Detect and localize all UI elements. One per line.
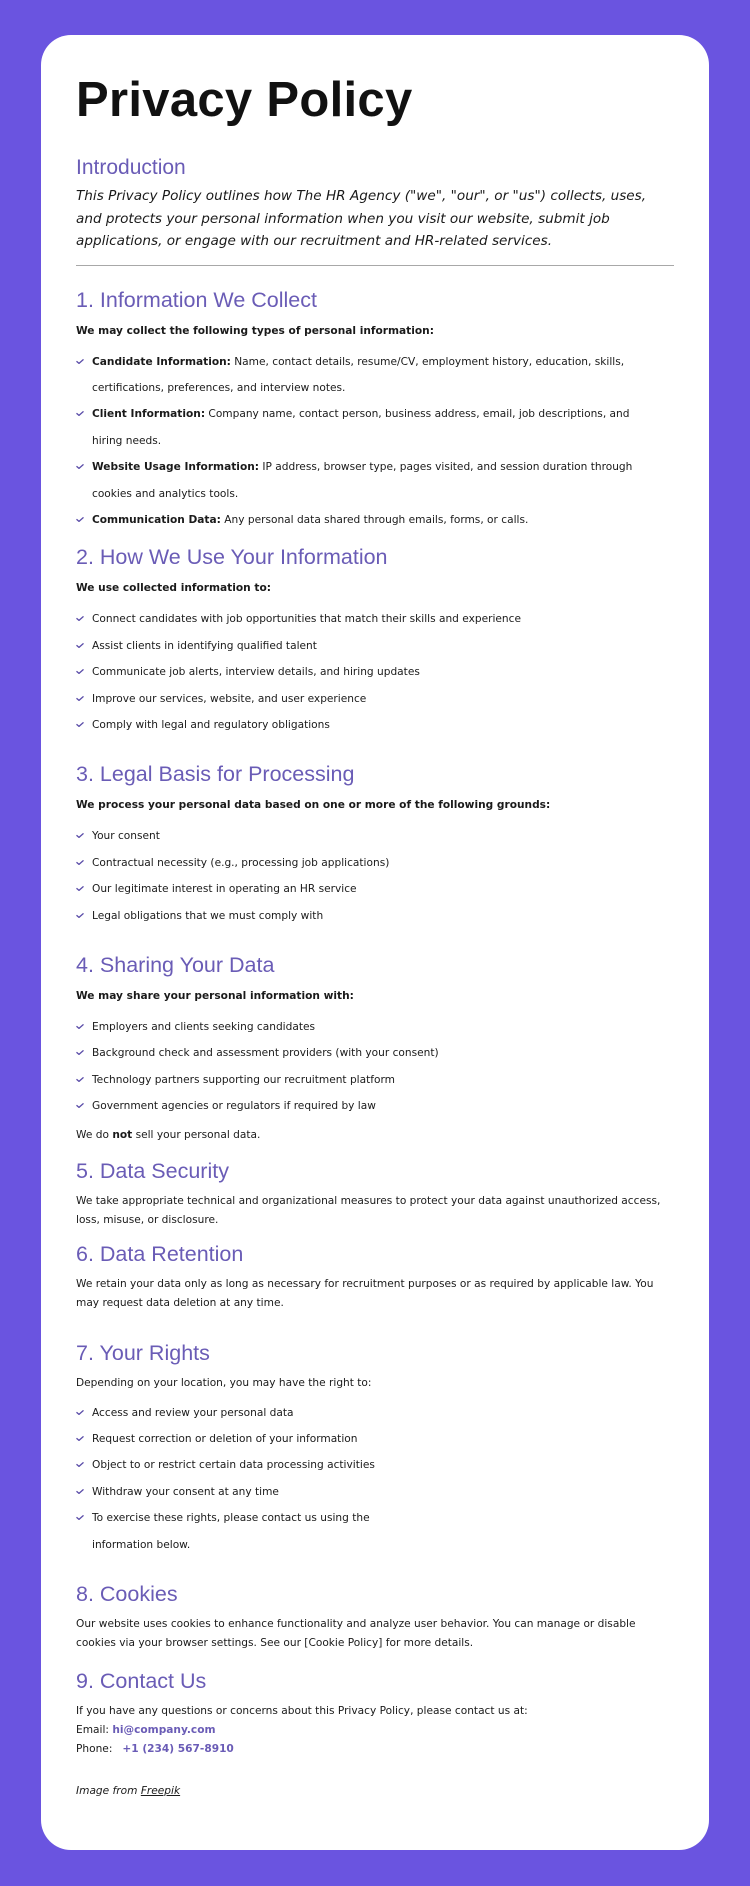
section-9-heading: 9. Contact Us	[76, 1669, 207, 1694]
list-item	[76, 1067, 674, 1093]
section-8-text: Our website uses cookies to enhance functionality and analyze user behavior. You can manage or disable cookies via your browser settings. See our [Cookie Policy] for more details.	[76, 1618, 636, 1650]
section-1-lead: We may collect the following types of personal information:	[76, 324, 434, 337]
list-item-label: Candidate Information:	[92, 355, 231, 368]
list-item-text: Name, contact details, resume/CV, employment history, education, skills, certifications, preferences, and interview notes.	[92, 355, 625, 394]
intro-text: This Privacy Policy outlines how The HR Agency ("we", "our", or "us") collects, uses, and protects your personal information when you visit our website, submit job applications, or engage with our recruitment and HR-related services.	[76, 188, 647, 249]
contact-email-line	[76, 1721, 674, 1740]
check-icon	[76, 860, 84, 865]
list-item	[76, 606, 674, 632]
email-label: Email:	[76, 1724, 113, 1737]
section-7-heading: 7. Your Rights	[76, 1340, 210, 1365]
list-item-text: Comply with legal and regulatory obligations	[92, 718, 330, 731]
list-item	[76, 712, 674, 738]
check-icon	[76, 1489, 84, 1494]
check-icon	[76, 913, 84, 918]
list-item	[76, 1452, 426, 1478]
section-7-list	[76, 1400, 426, 1558]
list-item-label: Client Information:	[92, 408, 206, 421]
list-item-text: Any personal data shared through emails, forms, or calls.	[220, 513, 529, 526]
section-7-lead: Depending on your location, you may have the right to:	[76, 1376, 372, 1389]
list-item-text: IP address, browser type, pages visited, and session duration through cookies and analytics tools.	[92, 461, 633, 500]
list-item-text: Company name, contact person, business address, email, job descriptions, and hiring needs.	[92, 408, 630, 447]
check-icon	[76, 886, 84, 891]
list-item	[76, 633, 674, 659]
check-icon	[76, 1515, 84, 1520]
check-icon	[76, 1077, 84, 1082]
list-item	[76, 850, 674, 876]
list-item-text: Technology partners supporting our recruitment platform	[92, 1073, 395, 1086]
check-icon	[76, 1050, 84, 1055]
email-value[interactable]: hi@company.com	[112, 1724, 216, 1737]
section-2-list	[76, 606, 674, 738]
section-9-text: If you have any questions or concerns about this Privacy Policy, please contact us at:	[76, 1705, 528, 1718]
list-item	[76, 1479, 426, 1505]
section-8-heading: 8. Cookies	[76, 1582, 178, 1607]
section-2-lead: We use collected information to:	[76, 582, 271, 595]
section-5-text: We take appropriate technical and organizational measures to protect your data against unauthorized access, loss, misuse, or disclosure.	[76, 1194, 661, 1226]
list-item	[76, 401, 660, 454]
section-4-heading: 4. Sharing Your Data	[76, 953, 275, 977]
check-icon	[76, 1103, 84, 1108]
phone-value[interactable]: +1 (234) 567-8910	[122, 1743, 234, 1756]
list-item	[76, 686, 674, 712]
section-6-text: We retain your data only as long as necessary for recruitment purposes or as required by applicable law. You may request data deletion at any time.	[76, 1277, 654, 1309]
list-item-text: Improve our services, website, and user experience	[92, 692, 367, 705]
check-icon	[76, 517, 84, 522]
check-icon	[76, 1024, 84, 1029]
image-credit	[76, 1783, 674, 1799]
contact-phone-line	[76, 1740, 674, 1759]
policy-card	[41, 35, 709, 1850]
list-item-label: Communication Data:	[92, 513, 221, 526]
check-icon	[76, 1410, 84, 1415]
section-2-heading: 2. How We Use Your Information	[76, 545, 388, 570]
list-item-label: Website Usage Information:	[92, 461, 259, 474]
section-1-list	[76, 349, 660, 534]
list-item-text: Withdraw your consent at any time	[92, 1485, 279, 1498]
list-item	[76, 1400, 426, 1426]
section-3-heading: 3. Legal Basis for Processing	[76, 762, 355, 787]
check-icon	[76, 359, 84, 364]
no-sell-note	[76, 1126, 674, 1145]
list-item-text: Our legitimate interest in operating an HR service	[92, 883, 357, 896]
check-icon	[76, 1436, 84, 1441]
list-item-text: Legal obligations that we must comply with	[92, 909, 324, 922]
section-3-lead: We process your personal data based on one or more of the following grounds:	[76, 799, 551, 812]
section-6-heading: 6. Data Retention	[76, 1241, 244, 1266]
list-item	[76, 823, 674, 849]
phone-label: Phone:	[76, 1743, 113, 1756]
check-icon	[76, 464, 84, 469]
list-item	[76, 1505, 426, 1558]
list-item-text: Request correction or deletion of your information	[92, 1433, 358, 1446]
list-item-text: To exercise these rights, please contact us using the information below.	[92, 1512, 370, 1551]
list-item-text: Communicate job alerts, interview details, and hiring updates	[92, 666, 420, 679]
list-item	[76, 1426, 426, 1452]
list-item	[76, 349, 660, 402]
intro-heading: Introduction	[76, 156, 186, 179]
list-item-text: Access and review your personal data	[92, 1406, 294, 1419]
section-5-heading: 5. Data Security	[76, 1158, 229, 1183]
check-icon	[76, 696, 84, 701]
list-item-text: Employers and clients seeking candidates	[92, 1021, 316, 1033]
list-item	[76, 507, 660, 533]
check-icon	[76, 411, 84, 416]
check-icon	[76, 722, 84, 727]
list-item	[76, 659, 674, 685]
list-item	[76, 903, 674, 929]
page-title: Privacy Policy	[76, 73, 413, 127]
list-item	[76, 454, 660, 507]
list-item-text: Government agencies or regulators if required by law	[92, 1100, 376, 1113]
check-icon	[76, 643, 84, 648]
list-item	[76, 1014, 674, 1040]
divider	[76, 265, 674, 266]
freepik-link[interactable]: Freepik	[140, 1785, 181, 1798]
list-item-text: Connect candidates with job opportunities that match their skills and experience	[92, 613, 521, 626]
list-item	[76, 1093, 674, 1119]
section-3-list	[76, 823, 674, 929]
check-icon	[76, 1462, 84, 1467]
list-item	[76, 876, 674, 902]
section-4-lead: We may share your personal information with:	[76, 990, 354, 1002]
credit-prefix: Image from	[76, 1785, 141, 1798]
check-icon	[76, 669, 84, 674]
list-item-text: Assist clients in identifying qualified talent	[92, 639, 317, 652]
note-text: sell your personal data.	[132, 1128, 261, 1141]
check-icon	[76, 833, 84, 838]
list-item	[76, 1040, 674, 1066]
section-1-heading: 1. Information We Collect	[76, 287, 317, 312]
note-emphasis: not	[112, 1128, 133, 1141]
section-4-list	[76, 1014, 674, 1120]
list-item-text: Object to or restrict certain data processing activities	[92, 1459, 375, 1472]
check-icon	[76, 616, 84, 621]
list-item-text: Your consent	[92, 830, 160, 843]
list-item-text: Background check and assessment providers (with your consent)	[92, 1047, 439, 1060]
list-item-text: Contractual necessity (e.g., processing job applications)	[92, 856, 390, 869]
note-text: We do	[76, 1128, 113, 1141]
